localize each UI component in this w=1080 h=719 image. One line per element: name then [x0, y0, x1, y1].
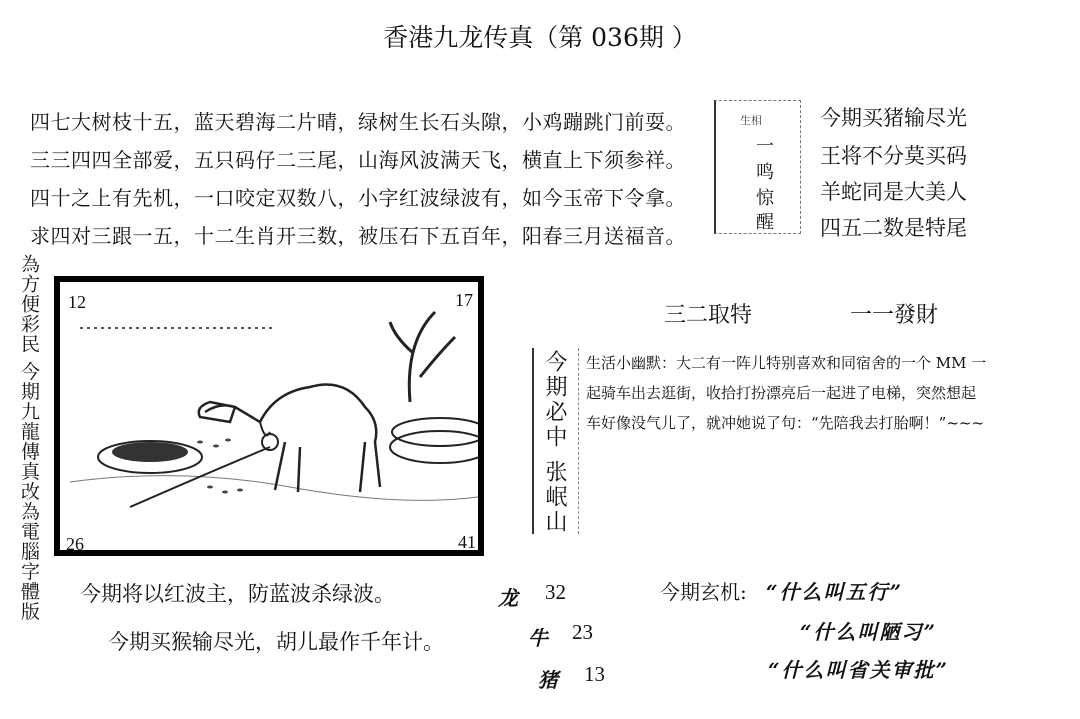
joke-line-3: 车好像没气儿了，就冲她说了句：“先陪我去打胎啊！”~~~ — [586, 414, 985, 432]
bottom-line-2: 今期买猴输尽光，胡儿最作千年计。 — [108, 630, 444, 654]
zodiac-number-3: 13 — [584, 662, 605, 686]
corner-number-bottom-left: 26 — [66, 534, 84, 554]
zodiac-animal-3: 猪 — [538, 668, 558, 692]
corner-number-top-right: 17 — [455, 290, 473, 310]
riddle-3: “什么叫省关审批” — [768, 658, 950, 682]
slogan-right: 一一發財 — [850, 303, 939, 328]
joke-line-2: 起骑车出去逛街，收拾打扮漂亮后一起进了电梯，突然想起 — [586, 384, 977, 402]
tip-char-3: 惊 — [756, 188, 774, 209]
camel-illustration-frame — [54, 276, 484, 556]
poem-line-1: 四七大树枝十五，蓝天碧海二片晴，绿树生长石头隙，小鸡蹦跳门前耍。 — [30, 110, 686, 134]
poem-line-2: 三三四四全部爱，五只码仔二三尾，山海风波满天飞，横直上下须参祥。 — [30, 148, 686, 172]
tip-char-2: 鸣 — [756, 162, 774, 183]
tip-char-4: 醒 — [756, 212, 774, 233]
mystery-label: 今期玄机: — [660, 580, 747, 604]
riddle-2: “什么叫陋习” — [800, 620, 938, 644]
camel-illustration — [60, 282, 478, 550]
verse-2: 王将不分莫买码 — [820, 144, 967, 168]
zodiac-animal-1: 龙 — [498, 586, 518, 610]
vertical-side-note: 為方便彩民 今期九龍傳真改為電腦字體版 — [18, 254, 40, 622]
slogan-left: 三二取特 — [664, 303, 753, 328]
poem-line-4: 求四对三跟一五，十二生肖开三数，被压石下五百年，阳春三月送福音。 — [30, 224, 686, 248]
verse-1: 今期买猪输尽光 — [820, 106, 967, 130]
verse-4: 四五二数是特尾 — [820, 216, 967, 240]
joke-line-1: 生活小幽默：大二有一阵儿特别喜欢和同宿舍的一个 MM 一 — [586, 354, 987, 372]
corner-number-top-left: 12 — [68, 292, 86, 312]
corner-number-bottom-right: 41 — [458, 532, 476, 552]
riddle-1: “什么叫五行” — [766, 580, 904, 604]
zodiac-animal-2: 牛 — [528, 626, 548, 650]
page-title: 香港九龙传真（第 036期 ） — [383, 23, 697, 52]
poem-line-3: 四十之上有先机，一口咬定双数八，小字红波绿波有，如今玉帝下令拿。 — [30, 186, 686, 210]
zodiac-number-2: 23 — [572, 620, 593, 644]
tip-char-1: 一 — [756, 136, 774, 157]
verse-3: 羊蛇同是大美人 — [820, 180, 967, 204]
tip-box-head: 生相 — [740, 114, 762, 127]
bottom-line-1: 今期将以红波主，防蓝波杀绿波。 — [80, 582, 395, 606]
must-win-text: 今期必中 张岷山 — [542, 350, 567, 535]
zodiac-number-1: 32 — [545, 580, 566, 604]
